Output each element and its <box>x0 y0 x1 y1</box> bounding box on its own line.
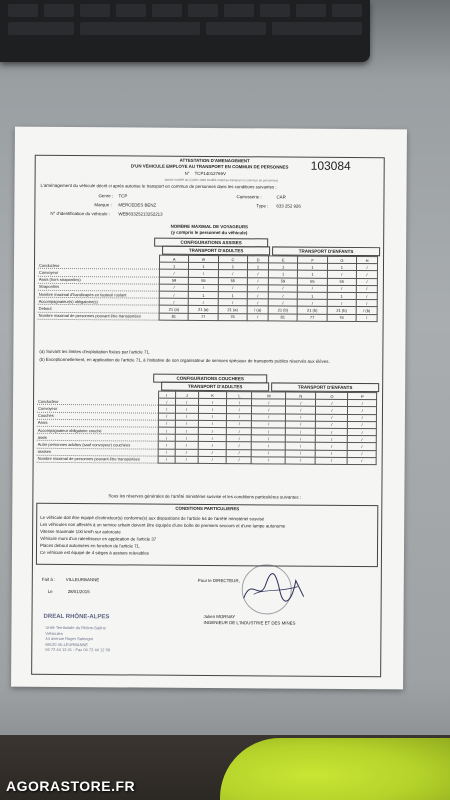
org-line: 44 avenue Roger Salengro <box>45 635 94 642</box>
table-cell: / <box>356 292 377 299</box>
table-cell: / <box>298 299 327 306</box>
org-line: 69120 VILLEURBANNE <box>45 641 89 647</box>
couchees-table <box>37 390 378 465</box>
table-cell: 1 <box>268 263 297 270</box>
table-cell: 1 <box>218 263 247 270</box>
table-cell: / <box>285 435 315 442</box>
row-label: Nombre maximal de personnes pouvant être transportées <box>38 312 160 320</box>
table-cell: 76 <box>218 313 247 320</box>
table-cell: / <box>356 314 377 321</box>
table-cell: / <box>189 298 218 305</box>
carrosserie-label: Carrosserie : <box>236 194 262 200</box>
table-cell: 1 <box>327 292 356 299</box>
row-label: Assis (hors strapontins) <box>38 276 160 284</box>
key <box>332 4 362 17</box>
date-value: 28/01/2015 <box>67 589 90 595</box>
table-cell: / <box>218 299 247 306</box>
org-line: Unité Territoriale du Rhône-Saône <box>45 624 106 631</box>
key <box>272 22 362 35</box>
note-b: (b) Exceptionnellement, en application de l'article 71, à l'initiative de son organisateur de services spéciaux de transports publics réservés aux élèves. <box>39 356 330 364</box>
assis-enfants-header: TRANSPORT D'ENFANTS <box>272 246 380 256</box>
table-cell: 1 <box>298 292 327 299</box>
table-cell: / <box>356 300 377 307</box>
table-cell: / <box>198 399 227 406</box>
table-cell: / (b) <box>356 307 377 314</box>
table-cell: / <box>247 285 268 292</box>
table-cell: / <box>285 450 315 457</box>
table-cell: 21 (b) <box>327 307 356 314</box>
table-cell: / <box>316 399 348 406</box>
table-cell: / <box>158 427 175 434</box>
table-cell: / <box>159 270 188 277</box>
column-header: B <box>189 255 218 262</box>
key <box>260 4 290 17</box>
condition-line: Places debout autorisées en fonction de l'article 71. <box>40 542 141 549</box>
row-label: assises <box>37 448 159 456</box>
table-cell: 1 <box>268 270 297 277</box>
table-cell: / <box>327 271 356 278</box>
table-cell: / <box>175 449 198 456</box>
fait-label: Fait à : <box>41 576 56 582</box>
table-cell: / <box>348 450 377 457</box>
fait-value: VILLEURBANNE <box>65 577 100 583</box>
column-header: L <box>227 392 252 399</box>
couchees-enfants-header: TRANSPORT D'ENFANTS <box>271 382 379 392</box>
row-label: Accompagnateur obligatoire couché <box>37 426 159 434</box>
table-cell: / <box>285 428 315 435</box>
couchees-config-header: CONFIGURATIONS COUCHEES <box>153 374 267 384</box>
row-label: Conducteur <box>37 397 159 405</box>
type-value: 633 252 926 <box>276 203 301 209</box>
table-cell: / <box>227 435 252 442</box>
table-cell: / <box>285 457 315 464</box>
column-header: I <box>159 391 176 398</box>
table-cell: / <box>252 456 286 463</box>
doc-title-2: D'UN VEHICULE EMPLOYE AU TRANSPORT EN COMMUN DE PERSONNES <box>130 163 289 170</box>
table-cell: / <box>316 421 348 428</box>
assis-config-header: CONFIGURATIONS ASSISES <box>154 238 268 248</box>
attestation-document <box>11 127 407 690</box>
org-title: DREAL RHÔNE-ALPES <box>43 613 110 621</box>
table-cell: 76 <box>327 314 356 321</box>
row-label: Couchés <box>37 412 159 420</box>
table-cell: / <box>158 449 175 456</box>
table-cell: / <box>286 399 316 406</box>
small-legal: (article modifié du 2 juillet 1982 modifié relatif au transport en commun de personnes) <box>164 177 279 183</box>
ident-value: WEB63325213252213 <box>118 211 163 217</box>
table-cell: / <box>175 427 198 434</box>
table-cell: / <box>198 406 227 413</box>
table-cell: / <box>316 450 348 457</box>
key <box>8 22 74 35</box>
table-cell: / <box>227 420 252 427</box>
column-header: J <box>175 391 198 398</box>
table-cell: / <box>227 428 252 435</box>
table-cell: / <box>158 406 175 413</box>
key <box>116 4 146 17</box>
org-line: Véhicules <box>45 630 63 636</box>
table-cell: / <box>198 413 227 420</box>
column-header: O <box>316 392 348 399</box>
assis-table <box>38 254 378 322</box>
signer-role: INGENIEUR DE L'INDUSTRIE ET DES MINES <box>203 619 296 626</box>
table-cell: 21 (a) <box>159 305 188 312</box>
type-label: Type : <box>256 203 269 209</box>
table-cell: / <box>268 299 297 306</box>
table-cell: / <box>286 421 316 428</box>
table-cell: / <box>158 434 175 441</box>
couchees-adultes-header: TRANSPORT D'ADULTES <box>161 382 269 392</box>
table-cell: / <box>248 270 269 277</box>
table-cell: / <box>175 434 198 441</box>
key <box>152 4 182 17</box>
table-cell: / <box>218 284 247 291</box>
safety-vest <box>220 738 450 800</box>
ref-value: TCP14012769V <box>194 170 226 177</box>
table-cell: 21 (a) <box>218 306 247 313</box>
column-header: M <box>252 392 286 399</box>
table-cell: / <box>348 436 377 443</box>
table-cell: / <box>159 398 176 405</box>
row-label: Nombre maximal de personnes pouvant être transportées <box>37 455 159 463</box>
table-cell: / <box>227 413 252 420</box>
row-label: Nombre maximal d'handicapés en fauteuil roulant <box>38 290 160 298</box>
column-header: A <box>160 255 189 262</box>
condition-line: Les véhicules non affectés à un service urbain doivent être équipés d'une boîte de premiers secours et d'une lampe autonome <box>40 521 286 529</box>
le-label: Le <box>47 588 53 594</box>
table-cell: 59 <box>268 277 297 284</box>
table-cell: 1 <box>327 264 356 271</box>
table-cell: / <box>198 442 227 449</box>
row-label: Conducteur <box>38 261 160 269</box>
table-cell: / <box>316 435 348 442</box>
table-cell: 1 <box>298 270 327 277</box>
assis-subtitle: (y compris le personnel du véhicule) <box>171 229 248 236</box>
table-cell: / <box>226 449 251 456</box>
row-label: Strapontins <box>38 283 160 291</box>
signer-name: Julien MORNAY <box>203 613 236 620</box>
table-cell: / <box>316 414 348 421</box>
doc-title-1: ATTESTATION D'AMENAGEMENT <box>179 157 250 164</box>
key <box>224 4 254 17</box>
row-label: Debout <box>38 305 160 313</box>
table-cell: / <box>348 428 377 435</box>
row-label: Convoyeur <box>38 269 160 277</box>
table-cell: 81 <box>268 313 297 320</box>
column-header: C <box>218 256 247 263</box>
table-cell: / <box>252 449 286 456</box>
column-header: N <box>286 392 316 399</box>
table-cell: / <box>247 292 268 299</box>
table-cell: 81 <box>159 313 188 320</box>
table-cell: 1 <box>298 263 327 270</box>
table-cell: / <box>247 299 268 306</box>
key <box>80 4 110 17</box>
condition-line: Véhicule muni d'un ralentisseur en application de l'article 37 <box>40 535 157 542</box>
column-header: D <box>248 256 269 263</box>
condition-line: Vitesse maximale 100 km/h sur autoroute <box>40 528 121 535</box>
table-cell: / <box>175 420 198 427</box>
table-cell: / <box>348 457 377 464</box>
key <box>188 4 218 17</box>
table-cell: 55 <box>218 277 247 284</box>
genre-label: Genre : <box>98 193 114 199</box>
key <box>44 4 74 17</box>
table-cell: / <box>218 270 247 277</box>
table-cell: / <box>316 407 348 414</box>
table-cell: / <box>252 442 286 449</box>
column-header: H <box>357 257 378 264</box>
table-cell: 1 <box>189 263 218 270</box>
marque-label: Marque : <box>94 202 112 208</box>
table-cell: 1 <box>248 263 269 270</box>
table-cell: / <box>159 284 188 291</box>
table-cell: 55 <box>189 277 218 284</box>
column-header: E <box>268 256 297 263</box>
table-cell: / <box>285 442 315 449</box>
key <box>80 22 200 35</box>
conditions-box <box>36 503 378 567</box>
table-cell: / <box>175 398 198 405</box>
reserve-text: Sous les réserves générales de l'arrêté ministériel susvisé et les conditions particulières suivantes : <box>108 493 302 500</box>
table-cell: 1 <box>159 262 188 269</box>
table-cell: / <box>252 413 286 420</box>
table-cell: / <box>198 420 227 427</box>
org-line: 04 72 44 12 41 - Fax 04 72 44 12 59 <box>45 646 111 653</box>
table-cell: 21 (a) <box>189 306 218 313</box>
table-cell: / <box>247 277 268 284</box>
row-label: Assis <box>37 419 159 427</box>
table-cell: 21 (b) <box>268 306 297 313</box>
assis-title: NOMBRE MAXIMAL DE VOYAGEURS <box>170 223 248 230</box>
watermark: AGORASTORE.FR <box>6 778 136 794</box>
table-cell: 1 <box>218 291 247 298</box>
signature-mark <box>240 568 310 608</box>
row-label: Convoyeur <box>37 405 159 413</box>
row-label: Autre personnes adultes (sauf convoyeur) couchées <box>37 441 159 449</box>
table-cell: / <box>175 442 198 449</box>
keyboard <box>0 0 370 62</box>
ident-label: N° d'identification du véhicule : <box>50 210 111 217</box>
table-cell: / <box>348 400 377 407</box>
table-cell: / <box>226 456 251 463</box>
table-cell: / <box>158 420 175 427</box>
table-cell: / <box>357 271 378 278</box>
marque-value: MERCEDES BENZ <box>118 202 157 208</box>
condition-line: Le véhicule doit être équipé d'extincteur(s) conforme(s) aux dispositions de l'article 64 de l'arrêté ministériel susvisé <box>40 514 265 522</box>
table-cell: / <box>356 285 377 292</box>
column-header: K <box>198 391 227 398</box>
doc-number: 103084 <box>310 158 351 173</box>
table-cell: / (a) <box>247 306 268 313</box>
table-cell: / <box>348 414 377 421</box>
table-cell: / <box>286 406 316 413</box>
table-cell: / <box>252 428 286 435</box>
pour-text: Pour le DIRECTEUR, <box>197 577 240 584</box>
carrosserie-value: CAR <box>276 194 286 200</box>
table-cell: / <box>356 278 377 285</box>
table-cell: / <box>198 427 227 434</box>
table-cell: / <box>252 435 286 442</box>
condition-line: Ce véhicule est équipé de 4 sièges à assises relevables <box>39 549 149 556</box>
table-cell: 77 <box>297 314 326 321</box>
note-a: (a) Suivant les limites d'exploitation fixées par l'article 71. <box>39 348 151 355</box>
key <box>206 22 266 35</box>
table-cell: / <box>175 456 198 463</box>
table-cell: 1 <box>189 291 218 298</box>
conditions-title: CONDITIONS PARTICULIERES <box>175 505 240 512</box>
intro-text: L'aménagement du véhicule décrit ci après autorise le transport en commun de personnes dans les conditions suivantes : <box>40 182 277 190</box>
table-cell: / <box>268 285 297 292</box>
table-cell: / <box>189 284 218 291</box>
table-cell: / <box>348 421 377 428</box>
table-cell: 55 <box>327 278 356 285</box>
table-cell: / <box>298 285 327 292</box>
table-cell: / <box>316 457 348 464</box>
row-label: Accompagnateur(s) obligatoire(s) <box>38 297 160 305</box>
table-cell: / <box>247 313 268 320</box>
table-cell: / <box>227 406 252 413</box>
table-cell: / <box>252 406 286 413</box>
table-cell: / <box>252 421 286 428</box>
table-cell: / <box>189 270 218 277</box>
table-cell: / <box>159 298 188 305</box>
table-cell: / <box>357 264 378 271</box>
row-label: assis <box>37 433 159 441</box>
table-cell: / <box>158 441 175 448</box>
table-cell: / <box>198 456 227 463</box>
table-cell: / <box>348 407 377 414</box>
table-cell: 55 <box>298 278 327 285</box>
table-cell: / <box>227 442 252 449</box>
table-cell: / <box>158 456 175 463</box>
table-cell: / <box>158 413 175 420</box>
key <box>296 4 326 17</box>
table-cell: / <box>198 449 227 456</box>
table-cell: 77 <box>188 313 217 320</box>
table-cell: / <box>175 413 198 420</box>
assis-adultes-header: TRANSPORT D'ADULTES <box>162 246 270 256</box>
ref-label: N° <box>184 170 190 176</box>
table-cell: / <box>198 435 227 442</box>
table-cell: / <box>227 399 252 406</box>
table-cell: / <box>175 406 198 413</box>
table-cell: / <box>268 292 297 299</box>
key <box>8 4 38 17</box>
table-cell: / <box>286 414 316 421</box>
table-cell: 21 (b) <box>298 306 327 313</box>
table-cell: 59 <box>159 277 188 284</box>
column-header: F <box>298 256 327 263</box>
table-cell: / <box>316 443 348 450</box>
table-cell: / <box>327 285 356 292</box>
table-cell: / <box>348 443 377 450</box>
table-cell: / <box>316 428 348 435</box>
table-cell: / <box>252 399 286 406</box>
genre-value: TCP <box>118 193 128 199</box>
column-header: P <box>348 392 377 399</box>
table-cell: / <box>327 299 356 306</box>
column-header: G <box>327 256 356 263</box>
table-cell: / <box>159 291 188 298</box>
